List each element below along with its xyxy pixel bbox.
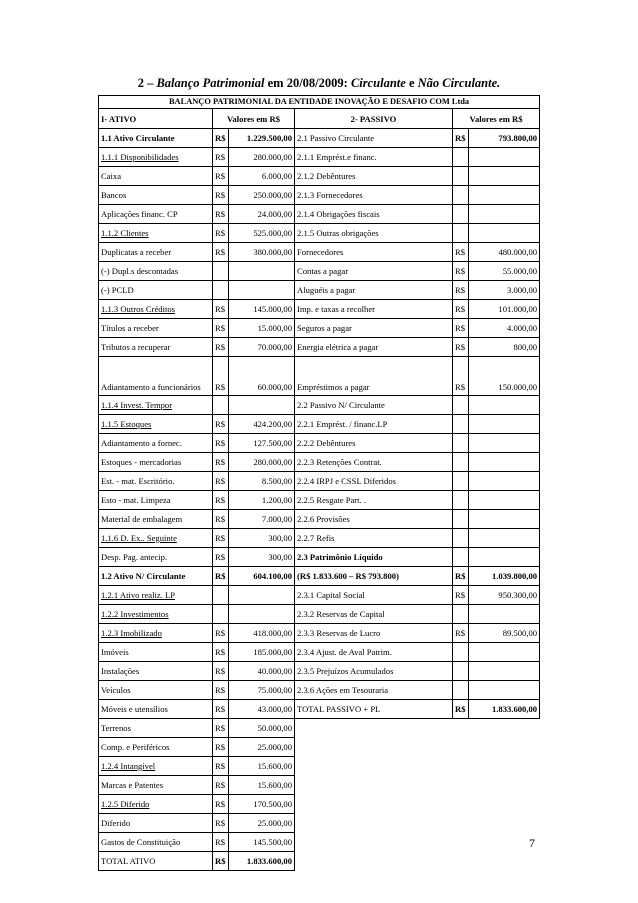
passivo-value [469, 167, 540, 186]
empty-cell [295, 852, 540, 871]
passivo-currency [453, 681, 469, 700]
table-row [99, 262, 540, 281]
passivo-currency: R$ [453, 300, 469, 319]
table-row [99, 662, 540, 681]
table-row [99, 281, 540, 300]
passivo-currency: R$ [453, 357, 469, 396]
passivo-value: 101.000,00 [469, 300, 540, 319]
ativo-account: Duplicatas a receber [99, 243, 213, 262]
passivo-value [469, 662, 540, 681]
passivo-account: Aluguéis a pagar [295, 281, 453, 300]
passivo-currency: R$ [453, 338, 469, 357]
ativo-value [229, 262, 295, 281]
ativo-currency: R$ [213, 357, 229, 396]
passivo-account: Seguros a pagar [295, 319, 453, 338]
passivo-currency: R$ [453, 319, 469, 338]
passivo-account: 2.3.1 Capital Social [295, 586, 453, 605]
ativo-account: 1.1.5 Estoques [99, 415, 213, 434]
heading-italic-title: Balanço Patrimonial [156, 76, 265, 90]
ativo-currency: R$ [213, 243, 229, 262]
ativo-currency: R$ [213, 719, 229, 738]
passivo-account: 2.2.4 IRPJ e CSSL Diferidos [295, 472, 453, 491]
table-row [99, 472, 540, 491]
passivo-account: 2.3.6 Ações em Tesouraria [295, 681, 453, 700]
passivo-account: 2.2.2 Debêntures [295, 434, 453, 453]
passivo-account: Contas a pagar [295, 262, 453, 281]
ativo-currency: R$ [213, 167, 229, 186]
passivo-value: 4.000,00 [469, 319, 540, 338]
balance-sheet-table [98, 95, 540, 871]
ativo-value: 418.000,00 [229, 624, 295, 643]
ativo-value [229, 281, 295, 300]
ativo-currency: R$ [213, 795, 229, 814]
passivo-value: 950.300,00 [469, 586, 540, 605]
empty-cell [295, 738, 540, 757]
passivo-currency [453, 510, 469, 529]
table-row [99, 453, 540, 472]
ativo-value: 1.229.500,00 [229, 129, 295, 148]
ativo-value [229, 396, 295, 415]
ativo-account: 1.1.4 Invest. Tempor [99, 396, 213, 415]
table-row [99, 129, 540, 148]
passivo-account: 2.3.5 Prejuízos Acumulados [295, 662, 453, 681]
ativo-account: Aplicações financ. CP [99, 205, 213, 224]
table-row [99, 852, 540, 871]
ativo-account: Veículos [99, 681, 213, 700]
passivo-value [469, 510, 540, 529]
ativo-currency: R$ [213, 472, 229, 491]
empty-cell [295, 795, 540, 814]
ativo-value: 170.500,00 [229, 795, 295, 814]
ativo-value: 424.200,00 [229, 415, 295, 434]
passivo-value: 1.039.800,00 [469, 567, 540, 586]
table-row [99, 776, 540, 795]
passivo-value [469, 205, 540, 224]
passivo-account: Energia elétrica a pagar [295, 338, 453, 357]
ativo-account: TOTAL ATIVO [99, 852, 213, 871]
passivo-account: 2.3.4 Ajust. de Aval Patrim. [295, 643, 453, 662]
ativo-value: 15.000,00 [229, 319, 295, 338]
passivo-currency [453, 548, 469, 567]
ativo-currency [213, 396, 229, 415]
ativo-value: 15.600,00 [229, 757, 295, 776]
ativo-value: 50.000,00 [229, 719, 295, 738]
passivo-value [469, 529, 540, 548]
section-heading [0, 76, 638, 91]
table-row [99, 643, 540, 662]
page-number: 7 [529, 836, 535, 850]
ativo-currency: R$ [213, 300, 229, 319]
table-row [99, 205, 540, 224]
ativo-value: 25.000,00 [229, 814, 295, 833]
table-row [99, 719, 540, 738]
passivo-value: 800,00 [469, 338, 540, 357]
passivo-account: 2.1.2 Debêntures [295, 167, 453, 186]
table-row [99, 224, 540, 243]
ativo-account: 1.2.4 Intangível [99, 757, 213, 776]
ativo-value: 185.000,00 [229, 643, 295, 662]
passivo-currency: R$ [453, 129, 469, 148]
ativo-currency: R$ [213, 662, 229, 681]
empty-cell [295, 814, 540, 833]
table-row [99, 167, 540, 186]
passivo-value [469, 472, 540, 491]
ativo-currency: R$ [213, 567, 229, 586]
table-row [99, 529, 540, 548]
ativo-account: 1.1 Ativo Circulante [99, 129, 213, 148]
ativo-account: 1.2.5 Diferido [99, 795, 213, 814]
ativo-account: Adiantamento a fornec. [99, 434, 213, 453]
table-row [99, 491, 540, 510]
ativo-value: 25.000,00 [229, 738, 295, 757]
passivo-account: TOTAL PASSIVO + PL [295, 700, 453, 719]
passivo-account: 2.3.3 Reservas de Lucro [295, 624, 453, 643]
ativo-account: 1.2.2 Investimentos [99, 605, 213, 624]
ativo-currency: R$ [213, 453, 229, 472]
passivo-currency: R$ [453, 624, 469, 643]
ativo-currency: R$ [213, 852, 229, 871]
ativo-currency: R$ [213, 757, 229, 776]
passivo-account: 2.3 Patrimônio Líquido [295, 548, 453, 567]
header-valores-ativo: Valores em R$ [213, 109, 295, 129]
table-row [99, 548, 540, 567]
heading-nao-circulante: Não Circulante. [417, 76, 501, 90]
ativo-account: Móveis e utensílios [99, 700, 213, 719]
ativo-currency [213, 586, 229, 605]
header-valores-passivo: Valores em R$ [453, 109, 540, 129]
passivo-currency [453, 186, 469, 205]
passivo-currency [453, 167, 469, 186]
passivo-currency [453, 605, 469, 624]
ativo-value: 43.000,00 [229, 700, 295, 719]
ativo-account: 1.1.2 Clientes [99, 224, 213, 243]
ativo-currency: R$ [213, 738, 229, 757]
passivo-value [469, 643, 540, 662]
ativo-account: 1.2.1 Ativo realiz. LP [99, 586, 213, 605]
ativo-currency: R$ [213, 186, 229, 205]
ativo-account: Diferido [99, 814, 213, 833]
ativo-currency: R$ [213, 643, 229, 662]
ativo-account: Imóveis [99, 643, 213, 662]
table-row [99, 814, 540, 833]
passivo-currency: R$ [453, 700, 469, 719]
table-row [99, 738, 540, 757]
passivo-account: 2.2 Passivo N/ Circulante [295, 396, 453, 415]
table-row [99, 586, 540, 605]
passivo-value: 89.500,00 [469, 624, 540, 643]
ativo-value [229, 605, 295, 624]
passivo-currency: R$ [453, 281, 469, 300]
passivo-value: 3.000,00 [469, 281, 540, 300]
ativo-currency: R$ [213, 415, 229, 434]
ativo-currency: R$ [213, 681, 229, 700]
ativo-value: 70.000,00 [229, 338, 295, 357]
ativo-value: 8.500,00 [229, 472, 295, 491]
table-row [99, 681, 540, 700]
passivo-currency [453, 224, 469, 243]
passivo-currency [453, 396, 469, 415]
passivo-currency: R$ [453, 586, 469, 605]
passivo-currency [453, 529, 469, 548]
passivo-account: 2.1.3 Fornecedores [295, 186, 453, 205]
ativo-currency [213, 605, 229, 624]
passivo-account: 2.2.6 Provisões [295, 510, 453, 529]
ativo-currency: R$ [213, 700, 229, 719]
passivo-currency [453, 434, 469, 453]
passivo-account: 2.3.2 Reservas de Capital [295, 605, 453, 624]
ativo-value: 1.833.600,00 [229, 852, 295, 871]
ativo-currency: R$ [213, 776, 229, 795]
passivo-currency [453, 415, 469, 434]
empty-cell [295, 833, 540, 852]
header-passivo: 2- PASSIVO [295, 109, 453, 129]
table-row [99, 415, 540, 434]
ativo-account: Títulos a receber [99, 319, 213, 338]
table-header-row [99, 109, 540, 129]
passivo-value [469, 148, 540, 167]
ativo-currency: R$ [213, 491, 229, 510]
passivo-currency [453, 205, 469, 224]
table-row [99, 510, 540, 529]
passivo-value: 55.000,00 [469, 262, 540, 281]
passivo-value [469, 605, 540, 624]
table-row [99, 319, 540, 338]
passivo-currency [453, 453, 469, 472]
passivo-account: Imp. e taxas a recolher [295, 300, 453, 319]
table-row [99, 624, 540, 643]
ativo-currency: R$ [213, 548, 229, 567]
table-row [99, 186, 540, 205]
ativo-value: 145.500,00 [229, 833, 295, 852]
passivo-currency: R$ [453, 243, 469, 262]
passivo-value [469, 453, 540, 472]
table-row [99, 243, 540, 262]
ativo-value: 280.000,00 [229, 148, 295, 167]
table-row [99, 338, 540, 357]
ativo-account: 1.1.6 D. Ex.. Seguinte [99, 529, 213, 548]
ativo-value: 60.000,00 [229, 357, 295, 396]
heading-circulante: Circulante [350, 76, 406, 90]
passivo-value [469, 434, 540, 453]
passivo-account: 2.2.1 Emprést. / financ.LP [295, 415, 453, 434]
ativo-account: Est. - mat. Escritório. [99, 472, 213, 491]
passivo-account: 2.2.7 Refis [295, 529, 453, 548]
passivo-account: 2.1.4 Obrigações fiscais [295, 205, 453, 224]
ativo-value: 300,00 [229, 529, 295, 548]
table-row [99, 833, 540, 852]
passivo-account: (R$ 1.833.600 – R$ 793.800) [295, 567, 453, 586]
ativo-value: 7.000,00 [229, 510, 295, 529]
ativo-value: 300,00 [229, 548, 295, 567]
ativo-value: 604.100,00 [229, 567, 295, 586]
header-ativo: I- ATIVO [99, 109, 213, 129]
ativo-value: 75.000,00 [229, 681, 295, 700]
passivo-value: 480.000,00 [469, 243, 540, 262]
ativo-account: (-) PCLD [99, 281, 213, 300]
table-row [99, 434, 540, 453]
ativo-account: (-) Dupl.s descontadas [99, 262, 213, 281]
ativo-account: Comp. e Periféricos [99, 738, 213, 757]
empty-cell [295, 757, 540, 776]
ativo-account: Terrenos [99, 719, 213, 738]
ativo-account: Bancos [99, 186, 213, 205]
table-row [99, 795, 540, 814]
passivo-account: 2.1.1 Emprést.e financ. [295, 148, 453, 167]
heading-prefix: 2 – [137, 76, 157, 90]
passivo-value [469, 548, 540, 567]
passivo-value [469, 681, 540, 700]
passivo-value [469, 415, 540, 434]
passivo-value [469, 396, 540, 415]
ativo-currency: R$ [213, 224, 229, 243]
ativo-value: 6.000,00 [229, 167, 295, 186]
passivo-currency [453, 148, 469, 167]
ativo-value: 250.000,00 [229, 186, 295, 205]
ativo-account: Desp. Pag. antecip. [99, 548, 213, 567]
passivo-account: Fornecedores [295, 243, 453, 262]
ativo-account: Gastos de Constituição [99, 833, 213, 852]
ativo-value: 40.000,00 [229, 662, 295, 681]
ativo-value: 525.000,00 [229, 224, 295, 243]
table-row [99, 357, 540, 396]
empty-cell [295, 719, 540, 738]
ativo-value: 1.200,00 [229, 491, 295, 510]
heading-date: em 20/08/2009: [264, 76, 351, 90]
table-row [99, 300, 540, 319]
passivo-account: 2.1.5 Outras obrigações [295, 224, 453, 243]
passivo-account: 2.1 Passivo Circulante [295, 129, 453, 148]
ativo-currency: R$ [213, 510, 229, 529]
table-row [99, 396, 540, 415]
ativo-currency: R$ [213, 148, 229, 167]
ativo-currency [213, 281, 229, 300]
ativo-value [229, 586, 295, 605]
passivo-account: 2.2.5 Resgate Part. . [295, 491, 453, 510]
ativo-account: Tributos a recuperar [99, 338, 213, 357]
ativo-currency: R$ [213, 434, 229, 453]
table-title: BALANÇO PATRIMONIAL DA ENTIDADE INOVAÇÃO E DESAFIO COM Ltda [99, 96, 540, 109]
ativo-currency [213, 262, 229, 281]
ativo-value: 15.600,00 [229, 776, 295, 795]
ativo-account: 1.2 Ativo N/ Circulante [99, 567, 213, 586]
table-row [99, 605, 540, 624]
passivo-currency [453, 643, 469, 662]
ativo-value: 127.500,00 [229, 434, 295, 453]
ativo-account: 1.1.3 Outros Créditos [99, 300, 213, 319]
passivo-currency [453, 472, 469, 491]
ativo-account: Esto - mat. Limpeza [99, 491, 213, 510]
ativo-currency: R$ [213, 624, 229, 643]
ativo-currency: R$ [213, 338, 229, 357]
table-row [99, 700, 540, 719]
passivo-currency: R$ [453, 567, 469, 586]
ativo-account: Marcas e Patentes [99, 776, 213, 795]
ativo-value: 145.000,00 [229, 300, 295, 319]
table-row [99, 567, 540, 586]
ativo-currency: R$ [213, 529, 229, 548]
empty-cell [295, 776, 540, 795]
ativo-account: Instalações [99, 662, 213, 681]
ativo-account: Material de embalagem [99, 510, 213, 529]
passivo-currency [453, 491, 469, 510]
ativo-account: 1.1.1 Disponibilidades [99, 148, 213, 167]
passivo-value [469, 491, 540, 510]
passivo-account: Empréstimos a pagar [295, 357, 453, 396]
ativo-value: 380.000,00 [229, 243, 295, 262]
ativo-currency: R$ [213, 129, 229, 148]
ativo-currency: R$ [213, 205, 229, 224]
ativo-account: Caixa [99, 167, 213, 186]
passivo-currency [453, 662, 469, 681]
ativo-currency: R$ [213, 833, 229, 852]
passivo-account: 2.2.3 Retenções Contrat. [295, 453, 453, 472]
ativo-value: 24.000,00 [229, 205, 295, 224]
ativo-currency: R$ [213, 814, 229, 833]
passivo-value [469, 186, 540, 205]
ativo-value: 280.000,00 [229, 453, 295, 472]
table-row [99, 757, 540, 776]
passivo-currency: R$ [453, 262, 469, 281]
passivo-value: 150.000,00 [469, 357, 540, 396]
passivo-value: 793.800,00 [469, 129, 540, 148]
ativo-account: 1.2.3 Imobilizado [99, 624, 213, 643]
ativo-currency: R$ [213, 319, 229, 338]
heading-and: e [405, 76, 418, 90]
passivo-value: 1.833.600,00 [469, 700, 540, 719]
passivo-value [469, 224, 540, 243]
ativo-account: Estoques - mercadorias [99, 453, 213, 472]
ativo-account: Adiantamento a funcionários [99, 357, 213, 396]
table-title-row [99, 96, 540, 109]
table-row [99, 148, 540, 167]
